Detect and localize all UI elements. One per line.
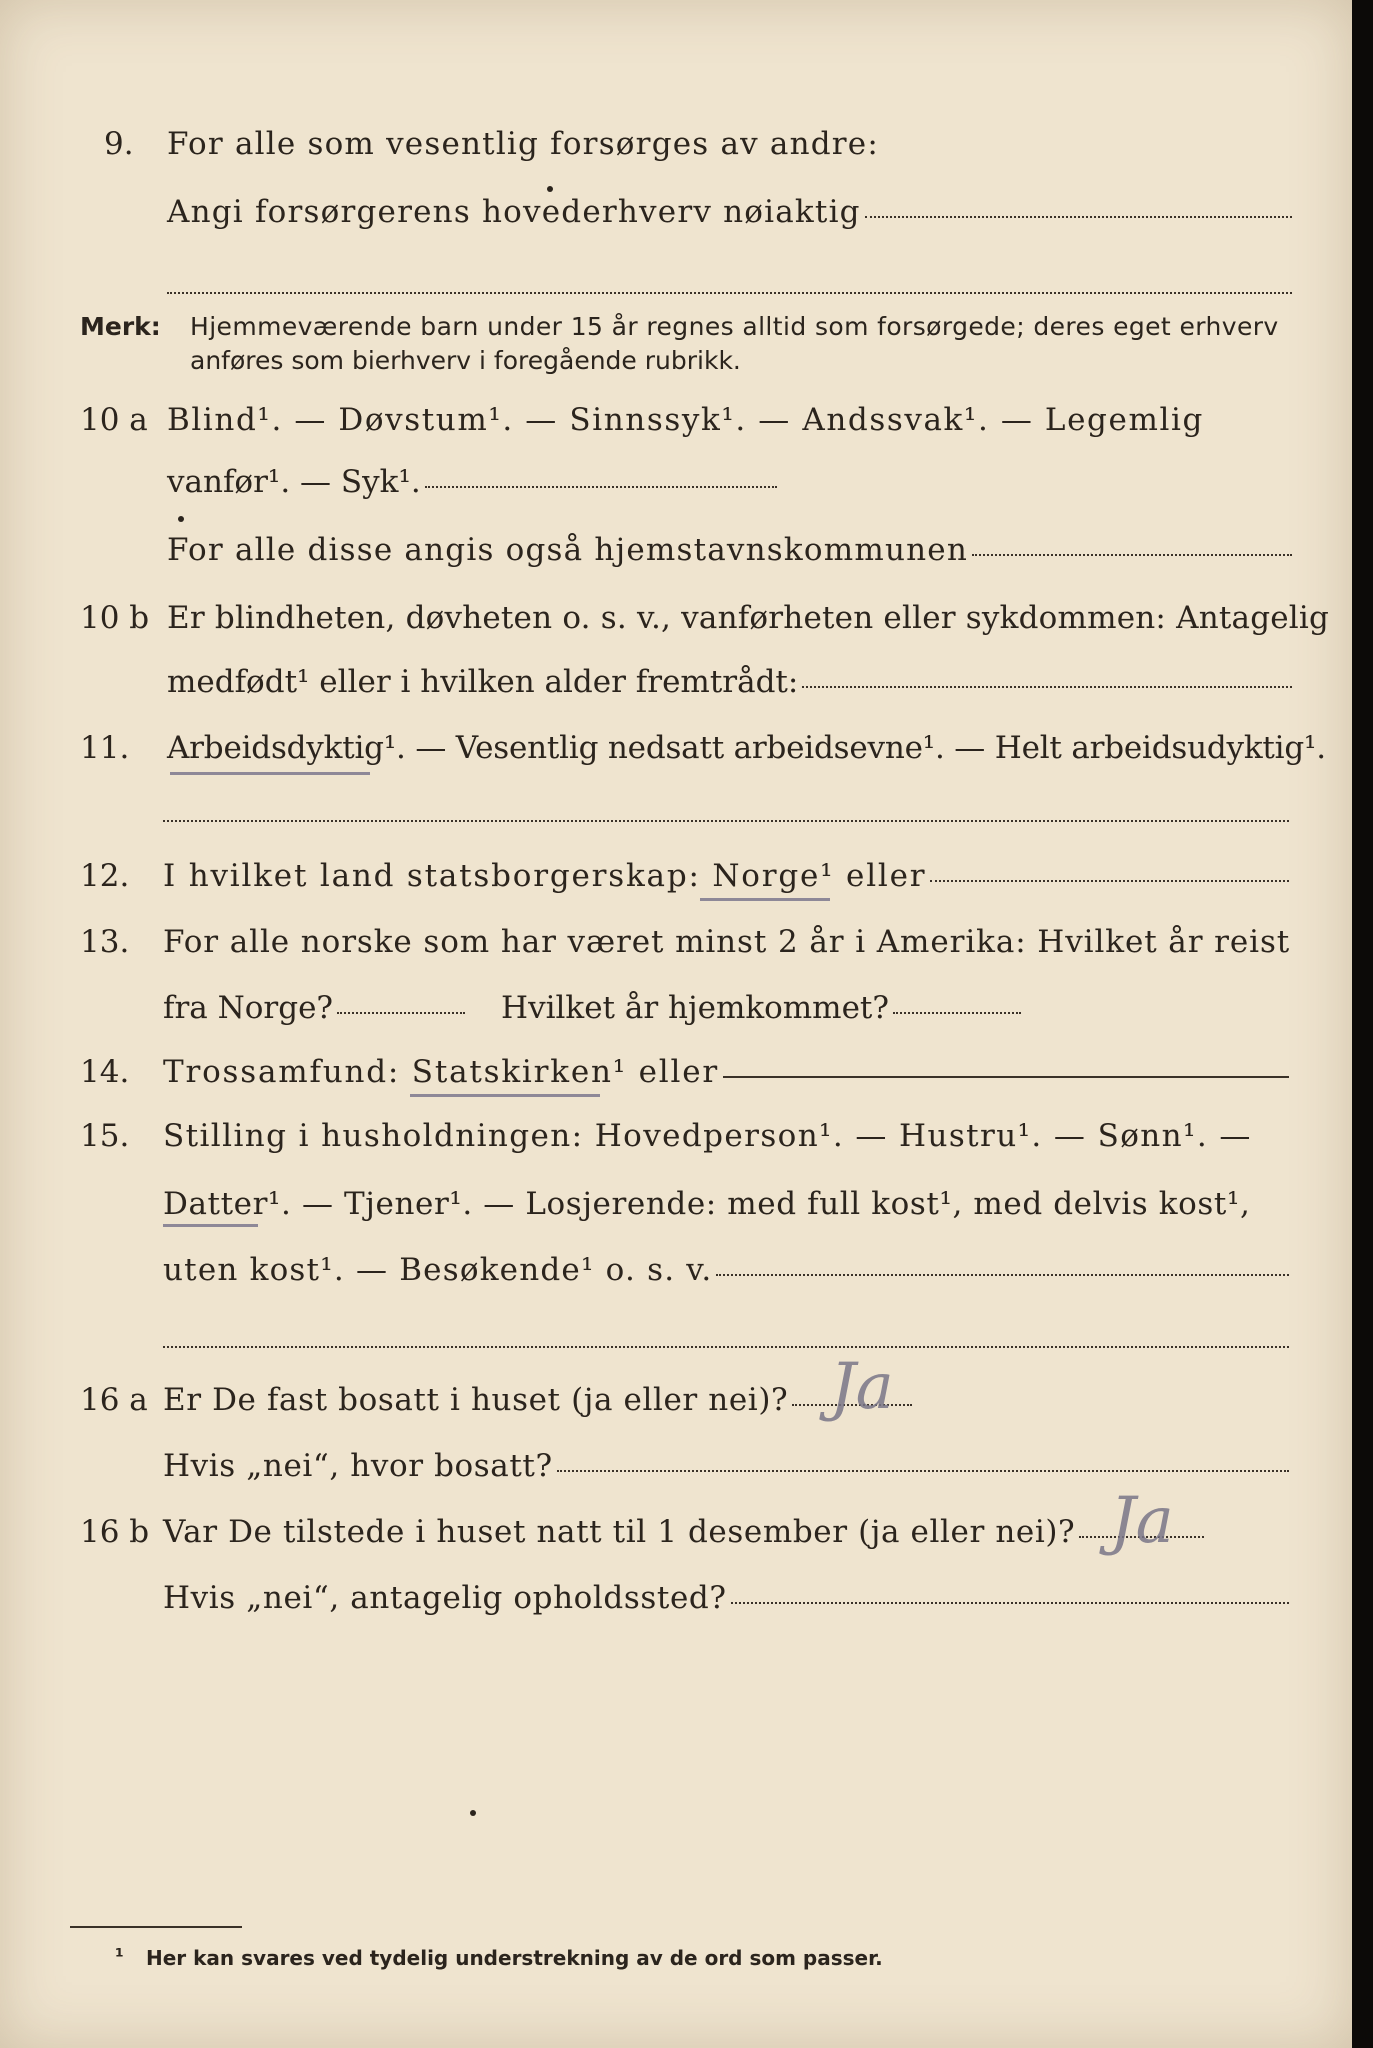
- q11-answer-field[interactable]: [163, 820, 1289, 822]
- q16a-number: 16 a: [80, 1382, 148, 1418]
- q10b-number: 10 b: [80, 600, 150, 636]
- q15-line2: [163, 1186, 1289, 1222]
- q16a-line1: [163, 1382, 1289, 1418]
- q13-line2a-text: fra Norge?: [163, 990, 334, 1026]
- ink-speck: [178, 516, 184, 522]
- q15-line1-text: Stilling i husholdningen: Hovedperson¹. — Hustru¹. — Sønn¹. —: [163, 1118, 1252, 1154]
- q11-number: 11.: [80, 730, 130, 766]
- q9-line2-text: Angi forsørgerens hovederhverv nøiaktig: [167, 194, 861, 230]
- q15-answer-field[interactable]: [716, 1274, 1289, 1276]
- q12-line1-text: I hvilket land statsborgerskap: Norge¹ eller: [163, 858, 927, 894]
- q12-line1: [163, 858, 1289, 894]
- q10a-sick-field[interactable]: [425, 486, 777, 488]
- ink-speck: [547, 186, 553, 192]
- q10b-line1: [167, 600, 1330, 636]
- q15-line3-text: uten kost¹. — Besøkende¹ o. s. v.: [163, 1252, 713, 1288]
- q9-line1-text: For alle som vesentlig forsørges av andre:: [167, 126, 879, 162]
- q10b-line1-text: Er blindheten, døvheten o. s. v., vanførheten eller sykdommen: Antagelig: [167, 600, 1330, 636]
- q11-line1: [167, 730, 1326, 766]
- q13-year-returned-field[interactable]: [893, 1012, 1021, 1014]
- q12-number: 12.: [80, 858, 130, 894]
- q12-pencil-underline: [700, 898, 830, 901]
- q15-line1: [163, 1118, 1289, 1154]
- q10a-number: 10 a: [80, 402, 148, 438]
- q15-line2-text: Datter¹. — Tjener¹. — Losjerende: med full kost¹, med delvis kost¹,: [163, 1186, 1251, 1222]
- q10a-home-municipality-field[interactable]: [972, 554, 1292, 556]
- q13-number: 13.: [80, 924, 130, 960]
- q16a-line2: [163, 1448, 1289, 1484]
- footnote-mark: ¹: [115, 1944, 124, 1968]
- q10a-line3-text: For alle disse angis også hjemstavnskommunen: [167, 532, 968, 568]
- q10a-line3: [167, 532, 1292, 568]
- q11-pencil-underline: [170, 772, 370, 775]
- q14-pencil-underline: [410, 1094, 600, 1097]
- note-line1: Hjemmeværende barn under 15 år regnes alltid som forsørgede; deres eget erhverv: [190, 312, 1279, 341]
- q16b-line2-text: Hvis „nei“, antagelig opholdssted?: [163, 1580, 727, 1616]
- q9-line1: [167, 126, 1292, 162]
- q13-line1-text: For alle norske som har været minst 2 år i Amerika: Hvilket år reist: [163, 924, 1291, 960]
- q16b-handwritten-answer: Ja: [1110, 1484, 1174, 1558]
- q13-year-left-field[interactable]: [337, 1012, 465, 1014]
- q12-country-field[interactable]: [930, 880, 1289, 882]
- q16a-residence-field[interactable]: [557, 1470, 1289, 1472]
- q16a-line2-text: Hvis „nei“, hvor bosatt?: [163, 1448, 553, 1484]
- q9-number: 9.: [104, 126, 134, 162]
- ink-speck: [470, 1810, 476, 1816]
- q10b-answer-field[interactable]: [802, 686, 1292, 688]
- q13-line1: [163, 924, 1289, 960]
- q16a-line1-text: Er De fast bosatt i huset (ja eller nei)?: [163, 1382, 789, 1418]
- q14-religion-field[interactable]: [723, 1076, 1289, 1078]
- q10a-line1-text: Blind¹. — Døvstum¹. — Sinnssyk¹. — Andssvak¹. — Legemlig: [167, 402, 1204, 438]
- q9-answer-field-extra[interactable]: [167, 292, 1292, 294]
- q14-line1: [163, 1054, 1289, 1090]
- q16b-line2: [163, 1580, 1289, 1616]
- note-line2: anføres som bierhverv i foregående rubrikk.: [190, 346, 741, 375]
- footnote-text: Her kan svares ved tydelig understrekning av de ord som passer.: [146, 1946, 883, 1970]
- q15-answer-field-extra[interactable]: [163, 1346, 1289, 1348]
- q10b-line2: [167, 664, 1292, 700]
- q13-line2: [163, 990, 1289, 1026]
- q11-line1-text: Arbeidsdyktig¹. — Vesentlig nedsatt arbeidsevne¹. — Helt arbeidsudyktig¹.: [167, 730, 1326, 766]
- q16b-line1-text: Var De tilstede i huset natt til 1 desember (ja eller nei)?: [163, 1514, 1076, 1550]
- q15-pencil-underline: [163, 1224, 258, 1227]
- q13-line2b-text: Hvilket år hjemkommet?: [501, 990, 890, 1026]
- q10a-line2: [167, 464, 1292, 500]
- q16b-number: 16 b: [80, 1514, 150, 1550]
- q9-line2: [167, 194, 1292, 230]
- q15-number: 15.: [80, 1118, 130, 1154]
- q9-answer-field[interactable]: [865, 216, 1292, 218]
- q15-line3: [163, 1252, 1289, 1288]
- footnote-rule: [70, 1926, 242, 1928]
- q10b-line2-text: medfødt¹ eller i hvilken alder fremtrådt:: [167, 664, 799, 700]
- q16a-handwritten-answer: Ja: [830, 1350, 894, 1424]
- note-label: Merk:: [80, 312, 161, 341]
- q16b-stay-place-field[interactable]: [731, 1602, 1289, 1604]
- q14-number: 14.: [80, 1054, 130, 1090]
- q14-line1-text: Trossamfund: Statskirken¹ eller: [163, 1054, 719, 1090]
- q10a-line1: [167, 402, 1292, 438]
- q10a-line2-text: vanfør¹. — Syk¹.: [167, 464, 421, 500]
